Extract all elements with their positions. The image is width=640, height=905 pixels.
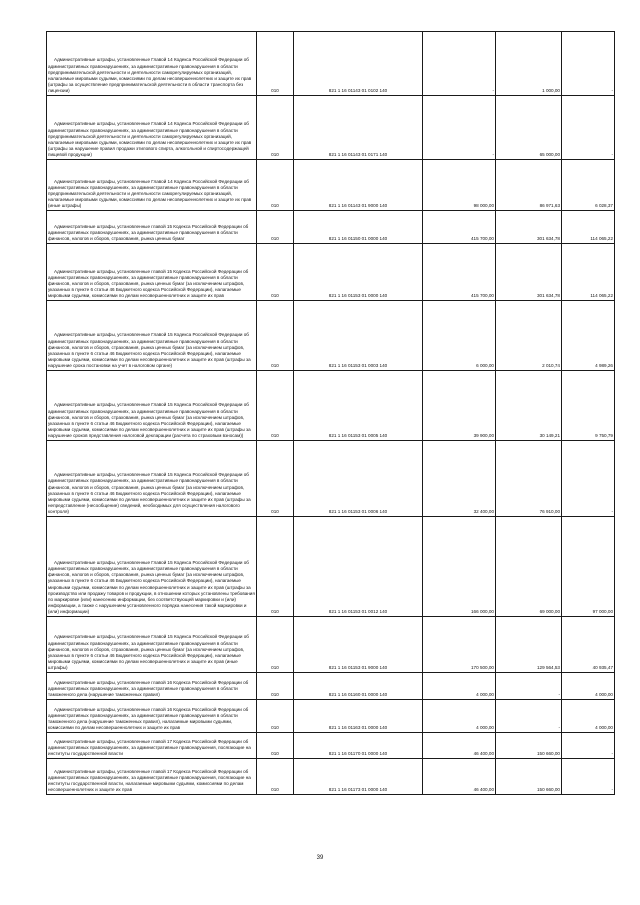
row-name-cell	[47, 211, 257, 244]
unexecuted-amount: -	[562, 733, 615, 759]
row-name: Административные штрафы, установленные главой 17 Кодекса Российской Федерации об административных правонарушениях, за административные правонарушения, посягающие на институты государственной власти	[48, 738, 251, 756]
row-name-cell	[47, 244, 257, 301]
approved-amount: 415 700,00	[423, 244, 496, 301]
unexecuted-amount: -	[562, 96, 615, 160]
row-name: Административные штрафы, установленные главой 15 Кодекса Российской Федерации об административных правонарушениях, за административные правонарушения в области финансов, налогов и сборов, страхования, рынка ценных бумаг (за исключением штрафов, указанных в пункте 6 статьи 46 Бюджетного кодекса Российской Федерации), налагаемые мировыми судьями, комиссиями по делам несовершеннолетних и защите их прав	[48, 268, 249, 298]
executed-amount: 1 000,00	[496, 32, 562, 96]
row-name: Административные штрафы, установленные Главой 15 Кодекса Российской Федерации об административных правонарушениях, за административные правонарушения в области финансов, налогов и сборов, страхования, рынка ценных бумаг (за исключением штрафов, указанных в пункте 6 статьи 46 Бюджетного кодекса Российской Федерации), налагаемые мировыми судьями, комиссиями по делам несовершеннолетних и защите их прав (штрафы за нарушение сроков представления налоговой декларации (расчета по страховым взносам))	[48, 402, 251, 438]
row-name-cell	[47, 617, 257, 673]
line-code: 010	[257, 517, 294, 617]
budget-classification-code: 821 1 16 01173 01 0000 140	[294, 759, 423, 795]
row-name-cell	[47, 673, 257, 700]
table-row	[47, 160, 615, 211]
executed-amount: 150 660,00	[496, 759, 562, 795]
page-number: 39	[316, 855, 324, 861]
budget-classification-code: 821 1 16 01153 01 9000 140	[294, 617, 423, 673]
unexecuted-amount: 6 028,37	[562, 160, 615, 211]
table-row	[47, 759, 615, 795]
approved-amount: 46 400,00	[423, 759, 496, 795]
budget-classification-code: 821 1 16 01153 01 0005 140	[294, 371, 423, 441]
row-name: Административные штрафы, установленные Главой 15 Кодекса Российской Федерации об административных правонарушениях, за административные правонарушения в области финансов, налогов и сборов, страхования, рынка ценных бумаг (за исключением штрафов, указанных в пункте 6 статьи 46 Бюджетного кодекса Российской Федерации), налагаемые мировыми судьями, комиссиями по делам несовершеннолетних и защите их прав (иные штрафы)	[48, 634, 249, 670]
executed-amount: 2 010,74	[496, 301, 562, 371]
table-row	[47, 673, 615, 700]
executed-amount: 86 971,63	[496, 160, 562, 211]
executed-amount: 69 000,00	[496, 517, 562, 617]
table-row	[47, 371, 615, 441]
row-name-cell	[47, 441, 257, 517]
row-name: Административные штрафы, установленные главой 17 Кодекса Российской Федерации об административных правонарушениях, за административные правонарушения, посягающие на институты государственной власти, налагаемые мировыми судьями, комиссиями по делам несовершеннолетних и защите их прав	[48, 768, 251, 792]
line-code: 010	[257, 96, 294, 160]
approved-amount: 98 000,00	[423, 160, 496, 211]
approved-amount: 46 400,00	[423, 733, 496, 759]
table-row	[47, 32, 615, 96]
row-name: Административные штрафы, установленные Главой 14 Кодекса Российской Федерации об административных правонарушениях, за административные правонарушения в области предпринимательской деятельности и деятельности саморегулируемых организаций, налагаемые мировыми судьями, комиссиями по делам несовершеннолетних и защите их прав (штрафы за нарушение правил продажи этилового спирта, алкогольной и спиртосодержащей пищевой продукции)	[48, 121, 252, 157]
budget-classification-code: 821 1 16 01143 01 0171 140	[294, 96, 423, 160]
row-name: Административные штрафы, установленные главой 16 Кодекса Российской Федерации об административных правонарушениях, за административные правонарушения в области таможенного дела (нарушение таможенных правил)	[48, 679, 249, 697]
line-code: 010	[257, 759, 294, 795]
budget-classification-code: 821 1 16 01143 01 9000 140	[294, 160, 423, 211]
approved-amount: -	[423, 32, 496, 96]
row-name-cell	[47, 517, 257, 617]
row-name: Административные штрафы, установленные Главой 14 Кодекса Российской Федерации об административных правонарушениях, за административные правонарушения в области предпринимательской деятельности и деятельности саморегулируемых организаций, налагаемые мировыми судьями, комиссиями по делам несовершеннолетних и защите их прав (штрафы за осуществление предпринимательской деятельности в области транспорта без лицензии)	[48, 57, 252, 93]
approved-amount: -	[423, 96, 496, 160]
table-body	[47, 32, 615, 795]
line-code: 010	[257, 244, 294, 301]
line-code: 010	[257, 371, 294, 441]
executed-amount: 150 660,00	[496, 733, 562, 759]
unexecuted-amount: 97 000,00	[562, 517, 615, 617]
approved-amount: 415 700,00	[423, 211, 496, 244]
approved-amount: 39 900,00	[423, 371, 496, 441]
row-name-cell	[47, 301, 257, 371]
table-row	[47, 244, 615, 301]
row-name: Административные штрафы, установленные главой 16 Кодекса Российской Федерации об административных правонарушениях, за административные правонарушения в области таможенного дела (нарушение таможенных правил), налагаемые мировыми судьями, комиссиями по делам несовершеннолетних и защите их прав	[48, 706, 249, 730]
row-name-cell	[47, 160, 257, 211]
executed-amount: 30 149,21	[496, 371, 562, 441]
table-row	[47, 617, 615, 673]
row-name-cell	[47, 759, 257, 795]
budget-classification-code: 821 1 16 01163 01 0000 140	[294, 700, 423, 733]
line-code: 010	[257, 211, 294, 244]
row-name-cell	[47, 96, 257, 160]
line-code: 010	[257, 160, 294, 211]
table-row	[47, 96, 615, 160]
row-name: Административные штрафы, установленные Главой 15 Кодекса Российской Федерации об административных правонарушениях, за административные правонарушения в области финансов, налогов и сборов, страхования, рынка ценных бумаг (за исключением штрафов, указанных в пункте 6 статьи 46 Бюджетного кодекса Российской Федерации), налагаемые мировыми судьями, комиссиями по делам несовершеннолетних и защите их прав (штрафы за нарушение срока постановки на учет в налоговом органе)	[48, 332, 251, 368]
approved-amount: 32 400,00	[423, 441, 496, 517]
unexecuted-amount: 4 000,00	[562, 673, 615, 700]
budget-classification-code: 821 1 16 01143 01 0102 140	[294, 32, 423, 96]
executed-amount: 65 000,00	[496, 96, 562, 160]
row-name: Административные штрафы, установленные главой 15 Кодекса Российской Федерации об административных правонарушениях, за административные правонарушения в области финансов, налогов и сборов, страхования, рынка ценных бумаг	[48, 223, 249, 241]
table-row	[47, 301, 615, 371]
budget-table	[46, 31, 615, 795]
unexecuted-amount: 9 750,79	[562, 371, 615, 441]
line-code: 010	[257, 441, 294, 517]
unexecuted-amount: 4 000,00	[562, 700, 615, 733]
executed-amount: -	[496, 700, 562, 733]
row-name-cell	[47, 700, 257, 733]
approved-amount: 4 000,00	[423, 673, 496, 700]
approved-amount: 166 000,00	[423, 517, 496, 617]
table-row	[47, 700, 615, 733]
unexecuted-amount: -	[562, 32, 615, 96]
executed-amount: -	[496, 673, 562, 700]
row-name: Административные штрафы, установленные Главой 14 Кодекса Российской Федерации об административных правонарушениях, за административные правонарушения в области предпринимательской деятельности и деятельности саморегулируемых организаций, налагаемые мировыми судьями, комиссиями по делам несовершеннолетних и защите их прав (иные штрафы)	[48, 178, 252, 208]
executed-amount: 76 910,00	[496, 441, 562, 517]
budget-classification-code: 821 1 16 01153 01 0006 140	[294, 441, 423, 517]
approved-amount: 4 000,00	[423, 700, 496, 733]
unexecuted-amount: -	[562, 759, 615, 795]
line-code: 010	[257, 700, 294, 733]
approved-amount: 170 500,00	[423, 617, 496, 673]
executed-amount: 129 564,53	[496, 617, 562, 673]
row-name-cell	[47, 32, 257, 96]
unexecuted-amount: 4 989,26	[562, 301, 615, 371]
unexecuted-amount: 40 935,47	[562, 617, 615, 673]
table-row	[47, 733, 615, 759]
line-code: 010	[257, 32, 294, 96]
budget-classification-code: 821 1 16 01160 01 0000 140	[294, 673, 423, 700]
line-code: 010	[257, 673, 294, 700]
budget-classification-code: 821 1 16 01153 01 0012 140	[294, 517, 423, 617]
line-code: 010	[257, 301, 294, 371]
table-row	[47, 441, 615, 517]
budget-classification-code: 821 1 16 01170 01 0000 140	[294, 733, 423, 759]
row-name: Административные штрафы, установленные Главой 15 Кодекса Российской Федерации об административных правонарушениях, за административные правонарушения в области финансов, налогов и сборов, страхования, рынка ценных бумаг (за исключением штрафов, указанных в пункте 6 статьи 46 Бюджетного кодекса Российской Федерации), налагаемые мировыми судьями, комиссиями по делам несовершеннолетних и защите их прав (штрафы за непредставление (несообщение) сведений, необходимых для осуществления налогового контроля)	[48, 472, 251, 514]
line-code: 010	[257, 733, 294, 759]
row-name-cell	[47, 733, 257, 759]
unexecuted-amount: 114 065,22	[562, 211, 615, 244]
table-row	[47, 517, 615, 617]
line-code: 010	[257, 617, 294, 673]
approved-amount: 6 000,00	[423, 301, 496, 371]
budget-classification-code: 821 1 16 01153 01 0003 140	[294, 301, 423, 371]
table-row	[47, 211, 615, 244]
budget-classification-code: 821 1 16 01150 01 0000 140	[294, 211, 423, 244]
row-name: Административные штрафы, установленные Главой 15 Кодекса Российской Федерации об административных правонарушениях, за административные правонарушения в области финансов, налогов и сборов, страхования, рынка ценных бумаг (за исключением штрафов, указанных в пункте 6 статьи 46 Бюджетного кодекса Российской Федерации), налагаемые мировыми судьями, комиссиями по делам несовершеннолетних и защите их прав (штрафы за производство или продажу товаров и продукции, в отношении которых установлены требования по маркировке (или) нанесению информации, без соответствующей маркировки и (или) информации, а также с нарушением установленного порядка нанесения такой маркировки и (или) информации)	[48, 560, 255, 614]
row-name-cell	[47, 371, 257, 441]
executed-amount: 301 634,78	[496, 244, 562, 301]
unexecuted-amount: 114 065,22	[562, 244, 615, 301]
budget-classification-code: 821 1 16 01153 01 0000 140	[294, 244, 423, 301]
executed-amount: 301 634,78	[496, 211, 562, 244]
unexecuted-amount: -	[562, 441, 615, 517]
